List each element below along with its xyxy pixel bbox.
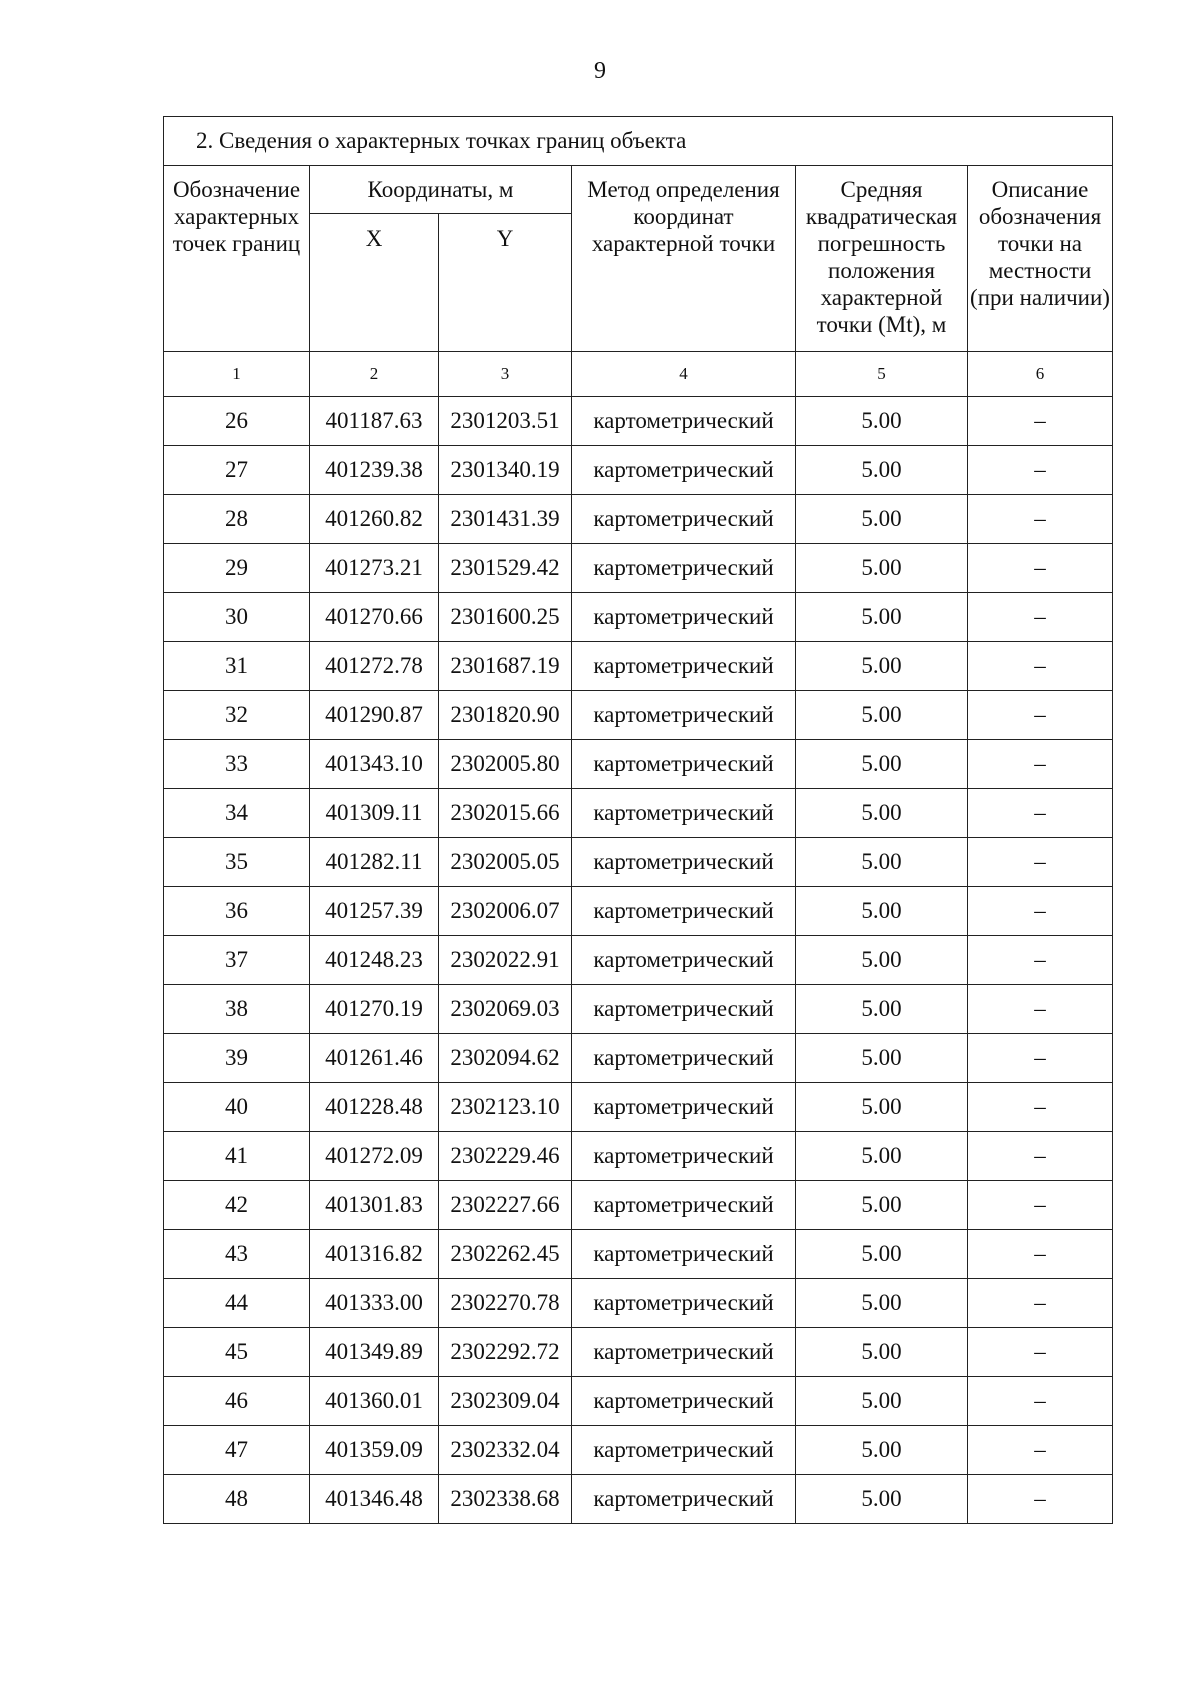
description-cell: – xyxy=(968,397,1113,446)
method-cell: картометрический xyxy=(572,789,796,838)
point-id-cell: 43 xyxy=(164,1230,310,1279)
method-cell: картометрический xyxy=(572,1426,796,1475)
header-point-designation: Обозначение характерных точек границ xyxy=(164,166,310,352)
method-cell: картометрический xyxy=(572,1083,796,1132)
boundary-points-table xyxy=(163,116,1113,1524)
description-cell: – xyxy=(968,1377,1113,1426)
x-coordinate-cell: 401343.10 xyxy=(310,740,439,789)
error-cell: 5.00 xyxy=(796,1279,968,1328)
x-coordinate-cell: 401272.78 xyxy=(310,642,439,691)
description-cell: – xyxy=(968,1279,1113,1328)
x-coordinate-cell: 401360.01 xyxy=(310,1377,439,1426)
y-coordinate-cell: 2301431.39 xyxy=(439,495,572,544)
description-cell: – xyxy=(968,593,1113,642)
header-method: Метод определения координат характерной точки xyxy=(572,166,796,352)
error-cell: 5.00 xyxy=(796,1034,968,1083)
description-cell: – xyxy=(968,789,1113,838)
y-coordinate-cell: 2302005.80 xyxy=(439,740,572,789)
x-coordinate-cell: 401349.89 xyxy=(310,1328,439,1377)
point-id-cell: 26 xyxy=(164,397,310,446)
description-cell: – xyxy=(968,936,1113,985)
error-cell: 5.00 xyxy=(796,1181,968,1230)
error-cell: 5.00 xyxy=(796,446,968,495)
y-coordinate-cell: 2302006.07 xyxy=(439,887,572,936)
table-row xyxy=(164,544,1113,593)
column-number: 2 xyxy=(310,352,439,397)
y-coordinate-cell: 2302069.03 xyxy=(439,985,572,1034)
table-row xyxy=(164,887,1113,936)
point-id-cell: 27 xyxy=(164,446,310,495)
description-cell: – xyxy=(968,691,1113,740)
description-cell: – xyxy=(968,887,1113,936)
point-id-cell: 36 xyxy=(164,887,310,936)
method-cell: картометрический xyxy=(572,887,796,936)
error-cell: 5.00 xyxy=(796,740,968,789)
error-cell: 5.00 xyxy=(796,838,968,887)
y-coordinate-cell: 2301687.19 xyxy=(439,642,572,691)
error-cell: 5.00 xyxy=(796,1328,968,1377)
point-id-cell: 48 xyxy=(164,1475,310,1524)
table-row xyxy=(164,691,1113,740)
description-cell: – xyxy=(968,1034,1113,1083)
y-coordinate-cell: 2302292.72 xyxy=(439,1328,572,1377)
error-cell: 5.00 xyxy=(796,789,968,838)
table-row xyxy=(164,495,1113,544)
method-cell: картометрический xyxy=(572,1279,796,1328)
point-id-cell: 42 xyxy=(164,1181,310,1230)
description-cell: – xyxy=(968,544,1113,593)
point-id-cell: 31 xyxy=(164,642,310,691)
header-x: X xyxy=(310,214,439,352)
x-coordinate-cell: 401273.21 xyxy=(310,544,439,593)
description-cell: – xyxy=(968,1132,1113,1181)
description-cell: – xyxy=(968,838,1113,887)
x-coordinate-cell: 401333.00 xyxy=(310,1279,439,1328)
table-row xyxy=(164,1279,1113,1328)
y-coordinate-cell: 2302015.66 xyxy=(439,789,572,838)
error-cell: 5.00 xyxy=(796,1475,968,1524)
header-coordinates: Координаты, м xyxy=(310,166,572,214)
error-cell: 5.00 xyxy=(796,1377,968,1426)
table-row xyxy=(164,1132,1113,1181)
method-cell: картометрический xyxy=(572,691,796,740)
column-number: 6 xyxy=(968,352,1113,397)
table-row xyxy=(164,1034,1113,1083)
y-coordinate-cell: 2302094.62 xyxy=(439,1034,572,1083)
error-cell: 5.00 xyxy=(796,1230,968,1279)
x-coordinate-cell: 401260.82 xyxy=(310,495,439,544)
y-coordinate-cell: 2302005.05 xyxy=(439,838,572,887)
table-row xyxy=(164,642,1113,691)
error-cell: 5.00 xyxy=(796,1083,968,1132)
column-number: 1 xyxy=(164,352,310,397)
x-coordinate-cell: 401301.83 xyxy=(310,1181,439,1230)
point-id-cell: 44 xyxy=(164,1279,310,1328)
point-id-cell: 41 xyxy=(164,1132,310,1181)
header-y: Y xyxy=(439,214,572,352)
method-cell: картометрический xyxy=(572,1034,796,1083)
method-cell: картометрический xyxy=(572,1328,796,1377)
x-coordinate-cell: 401316.82 xyxy=(310,1230,439,1279)
point-id-cell: 35 xyxy=(164,838,310,887)
error-cell: 5.00 xyxy=(796,1426,968,1475)
column-number: 3 xyxy=(439,352,572,397)
description-cell: – xyxy=(968,446,1113,495)
error-cell: 5.00 xyxy=(796,397,968,446)
y-coordinate-cell: 2301820.90 xyxy=(439,691,572,740)
table-row xyxy=(164,1083,1113,1132)
description-cell: – xyxy=(968,1475,1113,1524)
method-cell: картометрический xyxy=(572,1475,796,1524)
table-row xyxy=(164,1475,1113,1524)
point-id-cell: 32 xyxy=(164,691,310,740)
point-id-cell: 30 xyxy=(164,593,310,642)
y-coordinate-cell: 2302229.46 xyxy=(439,1132,572,1181)
x-coordinate-cell: 401248.23 xyxy=(310,936,439,985)
y-coordinate-cell: 2302022.91 xyxy=(439,936,572,985)
error-cell: 5.00 xyxy=(796,936,968,985)
description-cell: – xyxy=(968,495,1113,544)
table-row xyxy=(164,838,1113,887)
point-id-cell: 34 xyxy=(164,789,310,838)
x-coordinate-cell: 401270.19 xyxy=(310,985,439,1034)
description-cell: – xyxy=(968,1230,1113,1279)
x-coordinate-cell: 401290.87 xyxy=(310,691,439,740)
y-coordinate-cell: 2302332.04 xyxy=(439,1426,572,1475)
method-cell: картометрический xyxy=(572,1132,796,1181)
x-coordinate-cell: 401272.09 xyxy=(310,1132,439,1181)
error-cell: 5.00 xyxy=(796,887,968,936)
y-coordinate-cell: 2302338.68 xyxy=(439,1475,572,1524)
method-cell: картометрический xyxy=(572,446,796,495)
header-error: Средняя квадратическая погрешность положения характерной точки (Mt), м xyxy=(796,166,968,352)
header-description: Описание обозначения точки на местности (при наличии) xyxy=(968,166,1113,352)
method-cell: картометрический xyxy=(572,1230,796,1279)
column-numbers-row xyxy=(164,352,1113,397)
description-cell: – xyxy=(968,1328,1113,1377)
point-id-cell: 45 xyxy=(164,1328,310,1377)
description-cell: – xyxy=(968,985,1113,1034)
method-cell: картометрический xyxy=(572,495,796,544)
table-row xyxy=(164,1426,1113,1475)
y-coordinate-cell: 2302262.45 xyxy=(439,1230,572,1279)
table-row xyxy=(164,1377,1113,1426)
point-id-cell: 37 xyxy=(164,936,310,985)
table-row xyxy=(164,1328,1113,1377)
y-coordinate-cell: 2301529.42 xyxy=(439,544,572,593)
x-coordinate-cell: 401359.09 xyxy=(310,1426,439,1475)
description-cell: – xyxy=(968,740,1113,789)
table-row xyxy=(164,397,1113,446)
point-id-cell: 33 xyxy=(164,740,310,789)
x-coordinate-cell: 401239.38 xyxy=(310,446,439,495)
method-cell: картометрический xyxy=(572,397,796,446)
error-cell: 5.00 xyxy=(796,642,968,691)
section-title: 2. Сведения о характерных точках границ объекта xyxy=(164,117,1113,166)
point-id-cell: 28 xyxy=(164,495,310,544)
method-cell: картометрический xyxy=(572,1181,796,1230)
x-coordinate-cell: 401187.63 xyxy=(310,397,439,446)
y-coordinate-cell: 2302270.78 xyxy=(439,1279,572,1328)
table-row xyxy=(164,446,1113,495)
description-cell: – xyxy=(968,1083,1113,1132)
table-row xyxy=(164,936,1113,985)
table-row xyxy=(164,789,1113,838)
method-cell: картометрический xyxy=(572,936,796,985)
column-number: 4 xyxy=(572,352,796,397)
error-cell: 5.00 xyxy=(796,1132,968,1181)
table-row xyxy=(164,985,1113,1034)
method-cell: картометрический xyxy=(572,544,796,593)
x-coordinate-cell: 401282.11 xyxy=(310,838,439,887)
page-number: 9 xyxy=(594,58,606,84)
x-coordinate-cell: 401309.11 xyxy=(310,789,439,838)
description-cell: – xyxy=(968,1181,1113,1230)
x-coordinate-cell: 401257.39 xyxy=(310,887,439,936)
column-number: 5 xyxy=(796,352,968,397)
error-cell: 5.00 xyxy=(796,544,968,593)
method-cell: картометрический xyxy=(572,740,796,789)
y-coordinate-cell: 2302123.10 xyxy=(439,1083,572,1132)
x-coordinate-cell: 401346.48 xyxy=(310,1475,439,1524)
error-cell: 5.00 xyxy=(796,495,968,544)
description-cell: – xyxy=(968,1426,1113,1475)
method-cell: картометрический xyxy=(572,642,796,691)
method-cell: картометрический xyxy=(572,838,796,887)
point-id-cell: 47 xyxy=(164,1426,310,1475)
table-row xyxy=(164,1181,1113,1230)
method-cell: картометрический xyxy=(572,985,796,1034)
x-coordinate-cell: 401261.46 xyxy=(310,1034,439,1083)
point-id-cell: 29 xyxy=(164,544,310,593)
point-id-cell: 40 xyxy=(164,1083,310,1132)
x-coordinate-cell: 401270.66 xyxy=(310,593,439,642)
error-cell: 5.00 xyxy=(796,691,968,740)
table-row xyxy=(164,740,1113,789)
y-coordinate-cell: 2302227.66 xyxy=(439,1181,572,1230)
y-coordinate-cell: 2301600.25 xyxy=(439,593,572,642)
y-coordinate-cell: 2301340.19 xyxy=(439,446,572,495)
table-body xyxy=(164,397,1113,1524)
method-cell: картометрический xyxy=(572,1377,796,1426)
y-coordinate-cell: 2301203.51 xyxy=(439,397,572,446)
point-id-cell: 38 xyxy=(164,985,310,1034)
point-id-cell: 39 xyxy=(164,1034,310,1083)
error-cell: 5.00 xyxy=(796,985,968,1034)
table-row xyxy=(164,593,1113,642)
x-coordinate-cell: 401228.48 xyxy=(310,1083,439,1132)
description-cell: – xyxy=(968,642,1113,691)
error-cell: 5.00 xyxy=(796,593,968,642)
table-row xyxy=(164,1230,1113,1279)
method-cell: картометрический xyxy=(572,593,796,642)
point-id-cell: 46 xyxy=(164,1377,310,1426)
y-coordinate-cell: 2302309.04 xyxy=(439,1377,572,1426)
